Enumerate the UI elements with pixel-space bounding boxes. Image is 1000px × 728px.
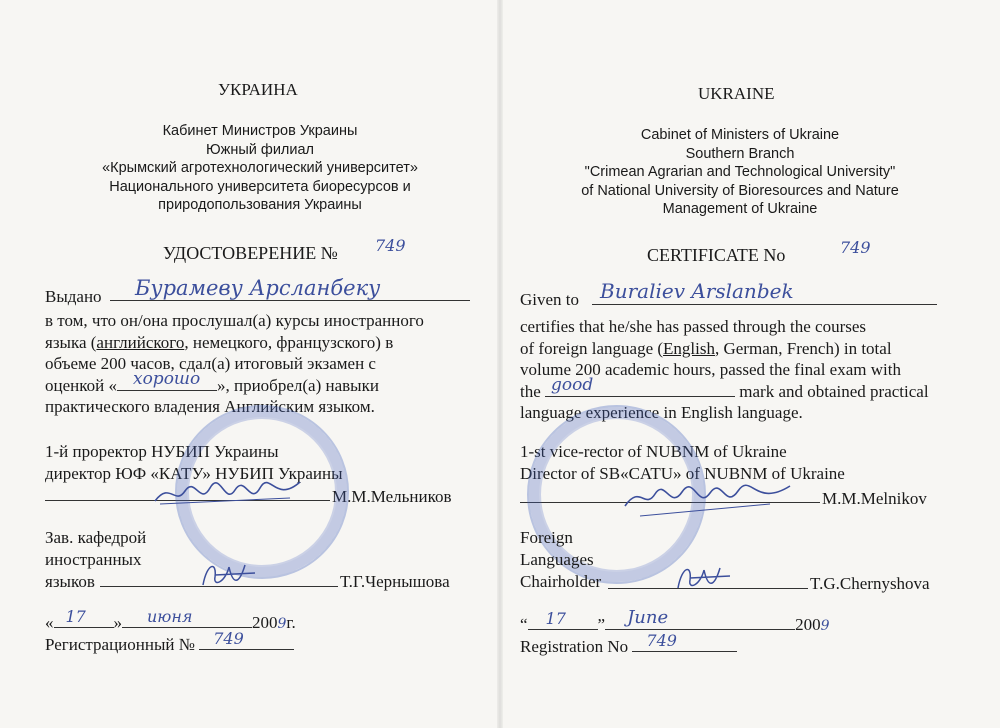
left-date: « 17 » июня 2009г. <box>45 607 296 632</box>
left-country: УКРАИНА <box>218 80 298 99</box>
right-org-block <box>520 126 960 219</box>
right-chair-name: T.G.Chernyshova <box>810 574 930 593</box>
right-date: “ 17 ” June 2009 <box>520 607 830 634</box>
right-body-line: of foreign language (English, German, French) in total <box>520 338 892 358</box>
right-org-line: of National University of Bioresources and Nature <box>581 182 899 199</box>
right-country: UKRAINE <box>698 84 775 103</box>
left-org-line: Национального университета биоресурсов и <box>109 178 411 195</box>
right-chair-signature <box>670 558 740 596</box>
left-vice-signature <box>150 476 310 516</box>
left-chair-line1: Зав. кафедрой <box>45 528 147 547</box>
left-body-line: объеме 200 часов, сдал(а) итоговый экзамен с <box>45 354 376 373</box>
right-date-month: June <box>627 607 669 628</box>
right-body-line: language experience in English language. <box>520 403 803 422</box>
right-reg-number: 749 <box>646 631 677 650</box>
left-date-month: июня <box>147 607 193 626</box>
left-org-line: Южный филиал <box>205 141 315 158</box>
left-issued-name: Бурамеву Арсланбеку <box>135 276 381 300</box>
left-body-line: практического владения Английским языком. <box>45 397 375 416</box>
right-vice-line2: Director of SB«CATU» of NUBNM of Ukraine <box>520 464 845 483</box>
left-chair-line2: иностранных <box>45 550 142 569</box>
left-registration <box>45 629 294 655</box>
right-body-line: the good mark and obtained practical <box>520 374 929 401</box>
left-body-line: оценкой « хорошо », приобрел(а) навыки <box>45 368 379 395</box>
left-cert-title: УДОСТОВЕРЕНИЕ № <box>163 243 338 263</box>
right-cert-number: 749 <box>840 238 871 257</box>
page-fold <box>497 0 503 728</box>
left-chair-name: Т.Г.Чернышова <box>340 572 450 591</box>
left-org-line: природопользования Украины <box>158 197 362 214</box>
right-vice-line1: 1-st vice-rector of NUBNM of Ukraine <box>520 442 787 461</box>
right-body-line: volume 200 academic hours, passed the final exam with <box>520 360 901 379</box>
left-reg-label: Регистрационный № <box>45 635 195 654</box>
right-given-name: Buraliev Arslanbek <box>600 279 794 303</box>
right-chair-line2: Languages <box>520 550 594 569</box>
right-given-label: Given to <box>520 290 580 309</box>
right-reg-label: Registration No <box>520 637 629 656</box>
right-cert-title: CERTIFICATE No <box>647 245 786 265</box>
right-org-line: Southern Branch <box>685 145 795 162</box>
right-date-day: 17 <box>545 609 566 628</box>
left-date-day: 17 <box>65 607 86 626</box>
left-body-line: языка (английского, немецкого, французского) в <box>45 332 394 352</box>
left-reg-number: 749 <box>213 629 244 648</box>
left-chair-signature <box>195 555 265 593</box>
right-vice-signature <box>620 478 800 523</box>
left-vice-name: М.М.Мельников <box>332 487 452 506</box>
left-issued-line <box>110 300 470 301</box>
right-grade: good <box>551 374 594 395</box>
right-org-line: Management of Ukraine <box>662 201 818 218</box>
left-org-line: Кабинет Министров Украины <box>162 123 358 139</box>
right-org-line: Cabinet of Ministers of Ukraine <box>640 127 840 143</box>
right-vice-name: M.M.Melnikov <box>822 489 927 508</box>
left-body <box>45 310 475 418</box>
left-cert-number: 749 <box>375 236 406 255</box>
left-body-line: в том, что он/она прослушал(а) курсы иностранного <box>45 311 424 330</box>
left-chair-line3: языков <box>45 572 95 591</box>
left-org-line: «Крымский агротехнологический университет» <box>102 160 418 177</box>
right-given-line <box>592 304 937 305</box>
left-vice-line1: 1-й проректор НУБИП Украины <box>45 442 279 461</box>
left-vice-line2: директор ЮФ «КАТУ» НУБИП Украины <box>45 464 343 483</box>
right-chair-line3: Chairholder <box>520 572 602 591</box>
right-body <box>520 316 960 424</box>
right-body-line: certifies that he/she has passed through the courses <box>520 317 867 336</box>
right-org-line: "Crimean Agrarian and Technological University" <box>584 164 896 181</box>
left-org-block <box>40 122 480 215</box>
right-chair-line1: Foreign <box>520 528 573 547</box>
left-grade: хорошо <box>132 368 201 389</box>
left-issued-label: Выдано <box>45 287 102 306</box>
right-registration <box>520 631 737 657</box>
